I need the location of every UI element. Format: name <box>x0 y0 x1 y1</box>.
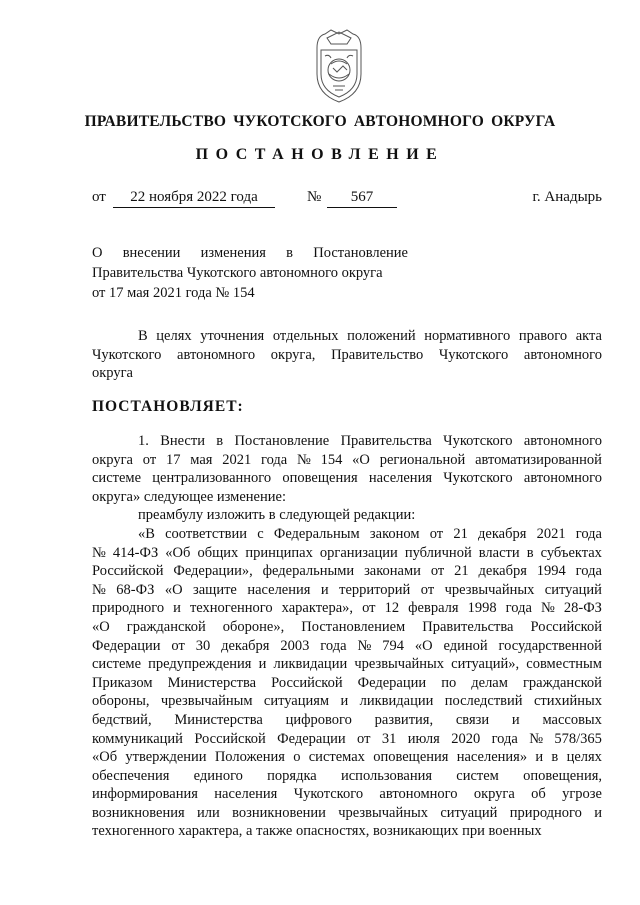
document-number: 567 <box>327 189 397 208</box>
text-line: Чукотского автономного округа, Правительство Чукотского автономного <box>92 346 602 363</box>
decree-heading: ПОСТАНОВЛЯЕТ: <box>92 398 244 415</box>
body-paragraphs <box>92 432 602 841</box>
text-line: Федерации от 30 декабря 2003 года № 794 «О единой государственной <box>92 637 602 654</box>
text-line: В целях уточнения отдельных положений нормативного правого акта <box>138 328 602 344</box>
text-line: 1. Внести в Постановление Правительства Чукотского автономного <box>138 433 602 449</box>
text-line: бедствий, Министерства цифрового развития, связи и массовых <box>92 711 602 728</box>
organization-title: ПРАВИТЕЛЬСТВО ЧУКОТСКОГО АВТОНОМНОГО ОКРУГА <box>84 113 556 130</box>
text-line: системе предупреждения и ликвидации чрезвычайных ситуаций», совместным <box>92 656 602 673</box>
preamble-paragraph <box>92 327 602 383</box>
text-line: информирования населения Чукотского автономного округа об угрозе <box>92 786 602 803</box>
text-line: коммуникаций Российской Федерации от 31 июля 2020 года № 578/365 <box>92 730 602 747</box>
text-line: обороны, чрезвычайным ситуациям и ликвидации последствий стихийных <box>92 693 602 710</box>
city: г. Анадырь <box>532 189 602 205</box>
document-subject <box>92 243 408 303</box>
text-line: № 414-ФЗ «Об общих принципах организации публичной власти в субъектах <box>92 544 602 561</box>
text-line: обеспечения единого порядка использования систем оповещения, <box>92 767 602 784</box>
subject-line: О внесении изменения в Постановление <box>92 245 408 261</box>
text-line: округа от 17 мая 2021 года № 154 «О региональной автоматизированной <box>92 451 602 468</box>
text-line: округа <box>92 365 133 382</box>
text-line: возникновения или возникновении чрезвычайных ситуаций природного и <box>92 804 602 821</box>
text-line: «В соответствии с Федеральным законом от 21 декабря 2021 года <box>138 525 602 542</box>
text-line: системе централизованного оповещения населения Чукотского автономного <box>92 470 602 487</box>
coat-of-arms-icon <box>303 28 375 104</box>
text-line: «О гражданской обороне», Постановлением Правительства Российской <box>92 618 602 635</box>
text-line: техногенного характера, а также опасностях, возникающих при военных <box>92 823 542 840</box>
subject-line: от 17 мая 2021 года № 154 <box>92 285 255 301</box>
text-line: преамбулу изложить в следующей редакции: <box>138 507 416 524</box>
text-line: «Об утверждении Положения о системах оповещения населения» и в целях <box>92 749 602 766</box>
document-date: 22 ноября 2022 года <box>113 189 275 208</box>
text-line: округа» следующее изменение: <box>92 488 286 505</box>
number-label: № <box>307 189 322 205</box>
date-prefix: от <box>92 189 106 205</box>
document-type-title: ПОСТАНОВЛЕНИЕ <box>195 146 445 163</box>
text-line: природного и техногенного характера», от 12 февраля 1998 года № 28-ФЗ <box>92 600 602 617</box>
text-line: Приказом Министерства Российской Федерации по делам гражданской <box>92 674 602 691</box>
text-line: Российской Федерации», федеральными законами от 21 декабря 1994 года <box>92 563 602 580</box>
subject-line: Правительства Чукотского автономного округа <box>92 265 383 281</box>
text-line: № 68-ФЗ «О защите населения и территорий от чрезвычайных ситуаций <box>92 581 602 598</box>
